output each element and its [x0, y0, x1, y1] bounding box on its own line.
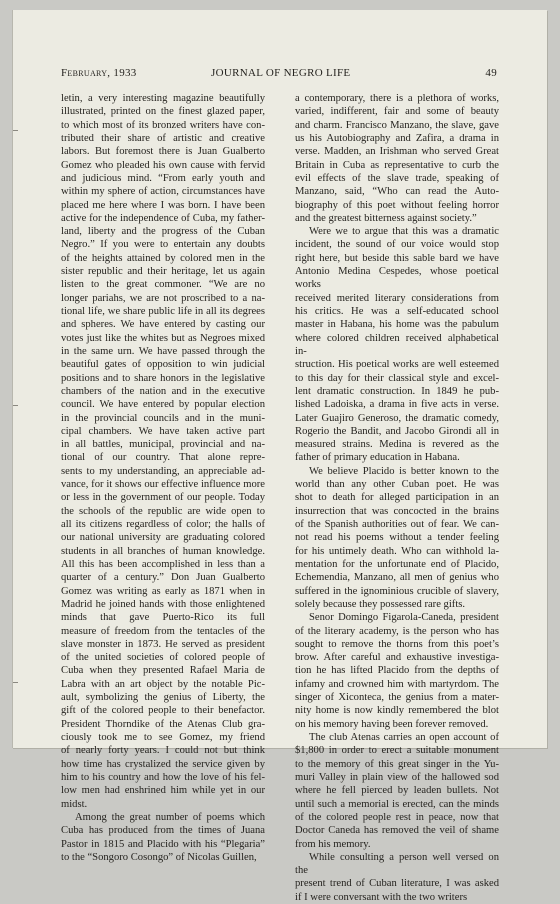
- text-line: beautiful gates of opposition to win judicial: [61, 359, 265, 371]
- text-line: of the literary academy, is the person who has: [295, 625, 499, 637]
- text-line: world than any other Cuban poet. He was: [295, 479, 499, 491]
- text-line: received merited literary considerations from: [295, 292, 499, 304]
- text-line: ault, symbolizing the genius of Liberty, the: [61, 692, 265, 704]
- text-line: suffered in the ignominious crucible of slavery,: [295, 585, 499, 597]
- text-line: tional life, we share public life in all its degrees: [61, 306, 265, 317]
- text-line: us his Autobiography and Zafira, a drama in: [295, 132, 499, 144]
- text-line: Gomez who pleaded his own cause with fervid: [61, 159, 265, 171]
- text-line: listen to the great commoner. “We are no: [61, 279, 265, 291]
- text-line: All this has been accomplished in less than a: [61, 558, 265, 570]
- text-line: Cuba has produced from the times of Juana: [61, 825, 265, 837]
- text-line: from his memory.: [295, 838, 371, 850]
- text-line: Madrid he joined hands with those enlightened: [61, 598, 265, 610]
- journal-page: [12, 10, 547, 903]
- text-line: of the united societies of colored people of: [61, 652, 265, 664]
- text-line: students in all branches of human knowledge.: [61, 545, 265, 557]
- text-line: struction. His poetical works are well esteemed: [295, 359, 499, 371]
- text-line: Pastor in 1815 and Placido with his “Plegaria”: [61, 838, 265, 850]
- text-line: right here, but beside this sable bard we have: [295, 252, 499, 264]
- text-line: muri Valley in plain view of the hallowed sod: [295, 771, 499, 783]
- text-line: in the provincial councils and in the muni-: [61, 412, 265, 424]
- text-line: Senor Domingo Figarola-Caneda, president: [309, 612, 499, 624]
- text-line: him to his country and how the love of his fel-: [61, 771, 265, 783]
- text-line: our national university are graduating colored: [61, 532, 265, 544]
- text-line: mentation for the unfortunate end of Placido,: [295, 558, 499, 570]
- text-line: Among the great number of poems which: [75, 811, 265, 823]
- text-line: votes just like the whites but as Negroes mixed: [61, 332, 265, 344]
- text-line: if I were conversant with the two writers: [295, 891, 468, 903]
- text-line: The club Atenas carries an open account of: [309, 732, 499, 743]
- text-line: insurrection that was concocted in the brains: [295, 505, 499, 517]
- text-line: where colored children received alphabetical in-: [295, 332, 499, 357]
- text-line: and spheres. We have entered by casting our: [61, 319, 265, 331]
- text-line: in the same urn. We have passed through the: [61, 345, 265, 357]
- text-line: singer of Xiconteca, the genius from a mater-: [295, 692, 499, 704]
- text-line: measure of freedom from the tentacles of the: [61, 625, 265, 637]
- text-line: lent dramatic construction. In 1849 he pub-: [295, 385, 499, 397]
- text-line: midst.: [61, 798, 88, 810]
- left-column: [61, 92, 265, 864]
- text-line: tional of our country. That alone repre-: [61, 452, 265, 464]
- text-line: lished Ladoiska, a drama in five acts in verse.: [295, 399, 499, 411]
- text-line: President Thorndike of the Atenas Club gra-: [61, 718, 265, 730]
- text-line: Gomez was writing as early as 1871 when in: [61, 585, 265, 597]
- text-line: of the colored people rest in peace, now that: [295, 811, 499, 823]
- text-line: Britain in Cuba as representative to curb the: [295, 159, 499, 171]
- text-line: ciously took me to see Gomez, my friend: [61, 732, 265, 743]
- text-line: of the heights attained by colored men in the: [61, 252, 265, 264]
- right-column: [295, 92, 499, 904]
- text-line: council. We have entered by popular election: [61, 399, 265, 411]
- text-line: his critics. He was a self-educated school: [295, 306, 499, 317]
- page-number: 49: [485, 67, 497, 79]
- text-line: Manzano, said, “Who can read the Auto-: [295, 186, 499, 198]
- text-line: $1,800 in order to erect a suitable monument: [295, 745, 499, 757]
- text-line: longer pariahs, we are not proscribed to a na-: [61, 292, 265, 304]
- text-line: to the “Songoro Cosongo” of Nicolas Guillen,: [61, 851, 257, 863]
- text-line: the schools of the republic are wide open to: [61, 505, 265, 517]
- text-line: for his untimely death. Who can withhold la-: [295, 545, 499, 557]
- text-line: Cuba when they presented Rafael Maria de: [61, 665, 265, 677]
- text-line: a contemporary, there is a plethora of works,: [295, 93, 499, 104]
- text-line: sister republic and their heritage, let us again: [61, 266, 265, 278]
- page-edge-mark: [13, 405, 18, 406]
- text-line: present trend of Cuban literature, I was asked: [295, 878, 499, 890]
- text-line: quarter of a century.” Don Juan Gualberto: [61, 572, 265, 584]
- text-line: land, liberty and the progress of the Cuban: [61, 226, 265, 238]
- text-line: sought to remove the thorns from this poet’s: [295, 638, 499, 650]
- text-line: placed me here where I was born. I have been: [61, 199, 265, 211]
- text-line: within my sphere of action, circumstances have: [61, 186, 265, 198]
- text-line: gift of the colored people to their benefactor.: [61, 705, 265, 717]
- text-line: shot to death for alleged participation in an: [295, 492, 499, 504]
- page-edge-mark: [13, 682, 18, 683]
- text-line: tributed their share of artistic and creative: [61, 132, 265, 144]
- text-line: to the memory of this great singer in the Yu-: [295, 758, 499, 770]
- text-line: Antonio Medina Cespedes, whose poetical works: [295, 266, 499, 291]
- text-line: Doctor Caneda has removed the veil of shame: [295, 825, 499, 837]
- text-line: brow. After careful and exhaustive investiga-: [295, 652, 499, 664]
- text-line: Labra with an art object by the notable Pic-: [61, 678, 265, 690]
- text-line: minds that gave Puerto-Rico its full: [61, 612, 265, 624]
- text-line: measured strains. Medina is revered as the: [295, 439, 499, 451]
- text-line: to which most of its bronzed writers have con-: [61, 119, 265, 131]
- text-line: Were we to argue that this was a dramatic: [309, 226, 499, 238]
- text-line: vance, for it shows our effective influence more: [61, 479, 265, 491]
- text-line: of nearly forty years. I could not but think: [61, 745, 265, 757]
- text-line: biography of this poet without feeling horror: [295, 199, 499, 211]
- header-journal-title: JOURNAL OF NEGRO LIFE: [211, 67, 351, 79]
- text-line: positions and to share honors in the legislative: [61, 372, 265, 384]
- text-line: and the greatest bitterness against society.”: [295, 212, 477, 224]
- text-line: all its citizens regardless of color; the halls of: [61, 519, 265, 530]
- header-date: February, 1933: [61, 67, 137, 79]
- text-line: how time has crystalized the service given by: [61, 758, 265, 770]
- text-line: incident, the sound of our voice would stop: [295, 239, 499, 251]
- text-line: Negro.” If you were to entertain any doubts: [61, 239, 265, 251]
- text-line: sents to my understanding, an appreciable ad-: [61, 465, 265, 477]
- text-line: and charm. Francisco Manzano, the slave, gave: [295, 119, 499, 131]
- text-line: and judicious mind. “From early youth and: [61, 172, 265, 184]
- text-line: nity home is now kindly remembered the blot: [295, 705, 499, 717]
- text-line: active for the independence of Cuba, my father-: [61, 212, 265, 224]
- text-line: of the Spanish authorities out of fear. We can-: [295, 519, 499, 530]
- text-line: evil effects of the slave trade, speaking of: [295, 172, 499, 184]
- text-line: where he fell pierced by leaden bullets. Not: [295, 785, 499, 797]
- text-line: solely because they possessed rare gifts.: [295, 598, 466, 610]
- text-line: illustrated, printed on the finest glazed paper,: [61, 106, 265, 118]
- text-line: low men had enshrined him while yet in our: [61, 785, 265, 797]
- running-header: [61, 67, 497, 83]
- text-line: verse. Madden, an Irishman who served Great: [295, 146, 499, 158]
- text-line: master in Habana, his home was the pabulum: [295, 319, 499, 331]
- text-line: tion he has lifted Placido from the depths of: [295, 665, 499, 677]
- text-line: letin, a very interesting magazine beautifully: [61, 93, 265, 104]
- page-edge-mark: [13, 130, 18, 131]
- text-line: Later Guajiro Generoso, the dramatic comedy,: [295, 412, 499, 424]
- text-line: cipal chambers. We have taken active part: [61, 425, 265, 437]
- text-line: chambers of the nation and in the executive: [61, 385, 265, 397]
- text-line: or less in the government of our people. Today: [61, 492, 265, 504]
- text-line: labors. But foremost there is Juan Gualberto: [61, 146, 265, 158]
- text-line: in all battles, municipal, provincial and na-: [61, 439, 265, 451]
- text-line: slave monster in 1873. He served as president: [61, 638, 265, 650]
- text-line: We believe Placido is better known to the: [309, 465, 499, 477]
- text-line: to this day for their classical style and excel-: [295, 372, 499, 384]
- text-line: not read his poems without a tender feeling: [295, 532, 499, 544]
- text-line: until such a memorial is erected, can the minds: [295, 798, 499, 810]
- text-line: Rogerio the Bandit, and Jacobo Girondi all in: [295, 425, 499, 437]
- text-line: Echemendia, Manzano, all men of genius who: [295, 572, 499, 584]
- text-line: on his memory having been forever removed.: [295, 718, 489, 730]
- text-line: infamy and crowned him with martyrdom. The: [295, 678, 499, 690]
- text-line: father of primary education in Habana.: [295, 452, 460, 464]
- text-line: varied, indifferent, fair and some of beauty: [295, 106, 499, 118]
- text-line: While consulting a person well versed on the: [295, 851, 499, 877]
